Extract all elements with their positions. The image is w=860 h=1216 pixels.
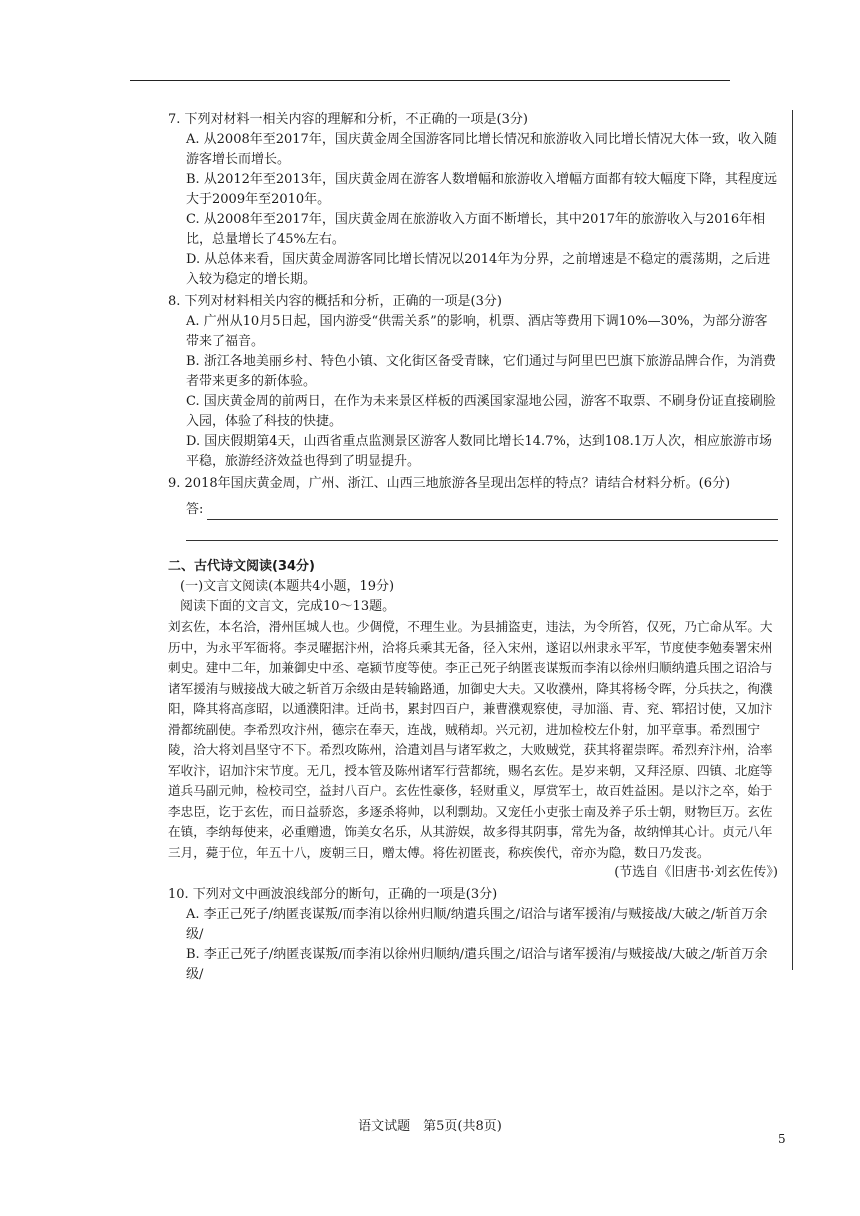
answer-line-1: [207, 501, 778, 520]
answer-label: 答:: [186, 502, 204, 517]
question-10-stem: 10. 下列对文中画波浪线部分的断句，正确的一项是(3分): [168, 887, 498, 902]
question-7: [168, 110, 778, 290]
section-title: 二、古代诗文阅读(34分): [168, 559, 315, 574]
question-8-option-c: C. 国庆黄金周的前两日，在作为未来景区样板的西溪国家湿地公园，游客不取票、不刷身份证直接刷脸入园，体验了科技的快捷。: [186, 394, 776, 429]
classical-passage: 刘玄佐，本名洽，滑州匡城人也。少倜傥，不理生业。为县捕盗吏，违法，为令所笞，仅死，乃亡命从军。大历中，为永平军衙将。李灵曜据汴州，洽将兵乘其无备，径入宋州，遂诏以州隶永平军，节度使李勉奏署宋州刺史。建中二年，加兼御史中丞、亳颍节度等使。李正己死子纳匿丧谋叛而李洧以徐州归顺纳遣兵围之诏洽与诸军援洧与贼接战大破之斩首万余级由是转输路通，加御史大夫。又收濮州，降其将杨令晖，分兵扶之，徇濮阳，降其将高彦昭，以通濮阳津。迁尚书，累封四百户，兼曹濮观察使，寻加淄、青、兖、郓招讨使，又加汴滑都统副使。李希烈攻汴州，德宗在奉天，连战，贼稍却。兴元初，进加检校左仆射，加平章事。希烈围宁陵，洽大将刘昌坚守不下。希烈攻陈州，洽遣刘昌与诸军救之，大败贼党，获其将翟崇晖。希烈弃汴州，洽率军收汴，诏加汴宋节度。无几，授本管及陈州诸军行营都统，赐名玄佐。是岁来朝，又拜泾原、四镇、北庭等道兵马副元帅，检校司空，益封八百户。玄佐性豪侈，轻财重义，厚赏军士，故百姓益困。是以汴之卒，始于李忠臣，讫于玄佐，而日益骄恣，多逐杀将帅，以利剽劫。又宠任小吏张士南及养子乐士朝，财物巨万。玄佐在镇，李纳每使来，必重赠遗，饰美女名乐，从其游娱，故多得其阴事，常先为备，故纳惮其心计。贞元八年三月，薨于位，年五十八，废朝三日，赠太傅。将佐初匿丧，称疾俟代，帝亦为隐，数日乃发丧。: [168, 619, 773, 860]
question-7-option-d: D. 从总体来看，国庆黄金周游客同比增长情况以2014年为分界，之前增速是不稳定的震荡期，之后进入较为稳定的增长期。: [186, 252, 771, 287]
section-subtitle: (一)文言文阅读(本题共4小题，19分): [180, 579, 395, 594]
page-footer: 语文试题 第5页(共8页): [358, 1119, 502, 1134]
section-instruction: 阅读下面的文言文，完成10～13题。: [180, 599, 396, 614]
question-8-option-d: D. 国庆假期第4天，山西省重点监测景区游客人数同比增长14.7%，达到108.1万人次，相应旅游市场平稳，旅游经济效益也得到了明显提升。: [186, 434, 773, 469]
question-10-option-b: B. 李正己死子/纳匿丧谋叛/而李洧以徐州归顺纳/遣兵围之/诏洽与诸军援洧/与贼接战/大破之/斩首万余级/: [186, 947, 768, 982]
passage-source: (节选自《旧唐书·刘玄佐传》): [614, 865, 778, 880]
question-8-stem: 8. 下列对材料相关内容的概括和分析，正确的一项是(3分): [168, 294, 502, 309]
answer-line-2[interactable]: [186, 520, 778, 541]
question-7-option-b: B. 从2012年至2013年，国庆黄金周在游客人数增幅和旅游收入增幅方面都有较大幅度下降，其程度远大于2009年至2010年。: [186, 172, 777, 207]
question-8-option-a: A. 广州从10月5日起，国内游受“供需关系”的影响，机票、酒店等费用下调10%—30%，为部分游客带来了福音。: [186, 314, 768, 349]
question-8: [168, 292, 778, 472]
question-9: [168, 474, 778, 541]
question-7-stem: 7. 下列对材料一相关内容的理解和分析，不正确的一项是(3分): [168, 112, 528, 127]
top-rule: [130, 80, 730, 81]
answer-area[interactable]: [186, 494, 778, 520]
question-10-option-a: A. 李正己死子/纳匿丧谋叛/而李洧以徐州归顺/纳遣兵围之/诏洽与诸军援洧/与贼接战/大破之/斩首万余级/: [186, 907, 768, 942]
exam-page: [168, 108, 778, 985]
question-8-option-b: B. 浙江各地美丽乡村、特色小镇、文化街区备受青睐，它们通过与阿里巴巴旗下旅游品牌合作，为消费者带来更多的新体验。: [186, 354, 776, 389]
question-9-stem: 9. 2018年国庆黄金周，广州、浙江、山西三地旅游各呈现出怎样的特点？请结合材料分析。(6分): [168, 476, 731, 491]
margin-rule: [792, 110, 793, 970]
question-7-option-c: C. 从2008年至2017年，国庆黄金周在旅游收入方面不断增长，其中2017年的旅游收入与2016年相比，总量增长了45%左右。: [186, 212, 766, 247]
question-10: [168, 885, 778, 985]
page-number: 5: [778, 1132, 786, 1146]
question-7-option-a: A. 从2008年至2017年，国庆黄金周全国游客同比增长情况和旅游收入同比增长情况大体一致，收入随游客增长而增长。: [186, 132, 777, 167]
